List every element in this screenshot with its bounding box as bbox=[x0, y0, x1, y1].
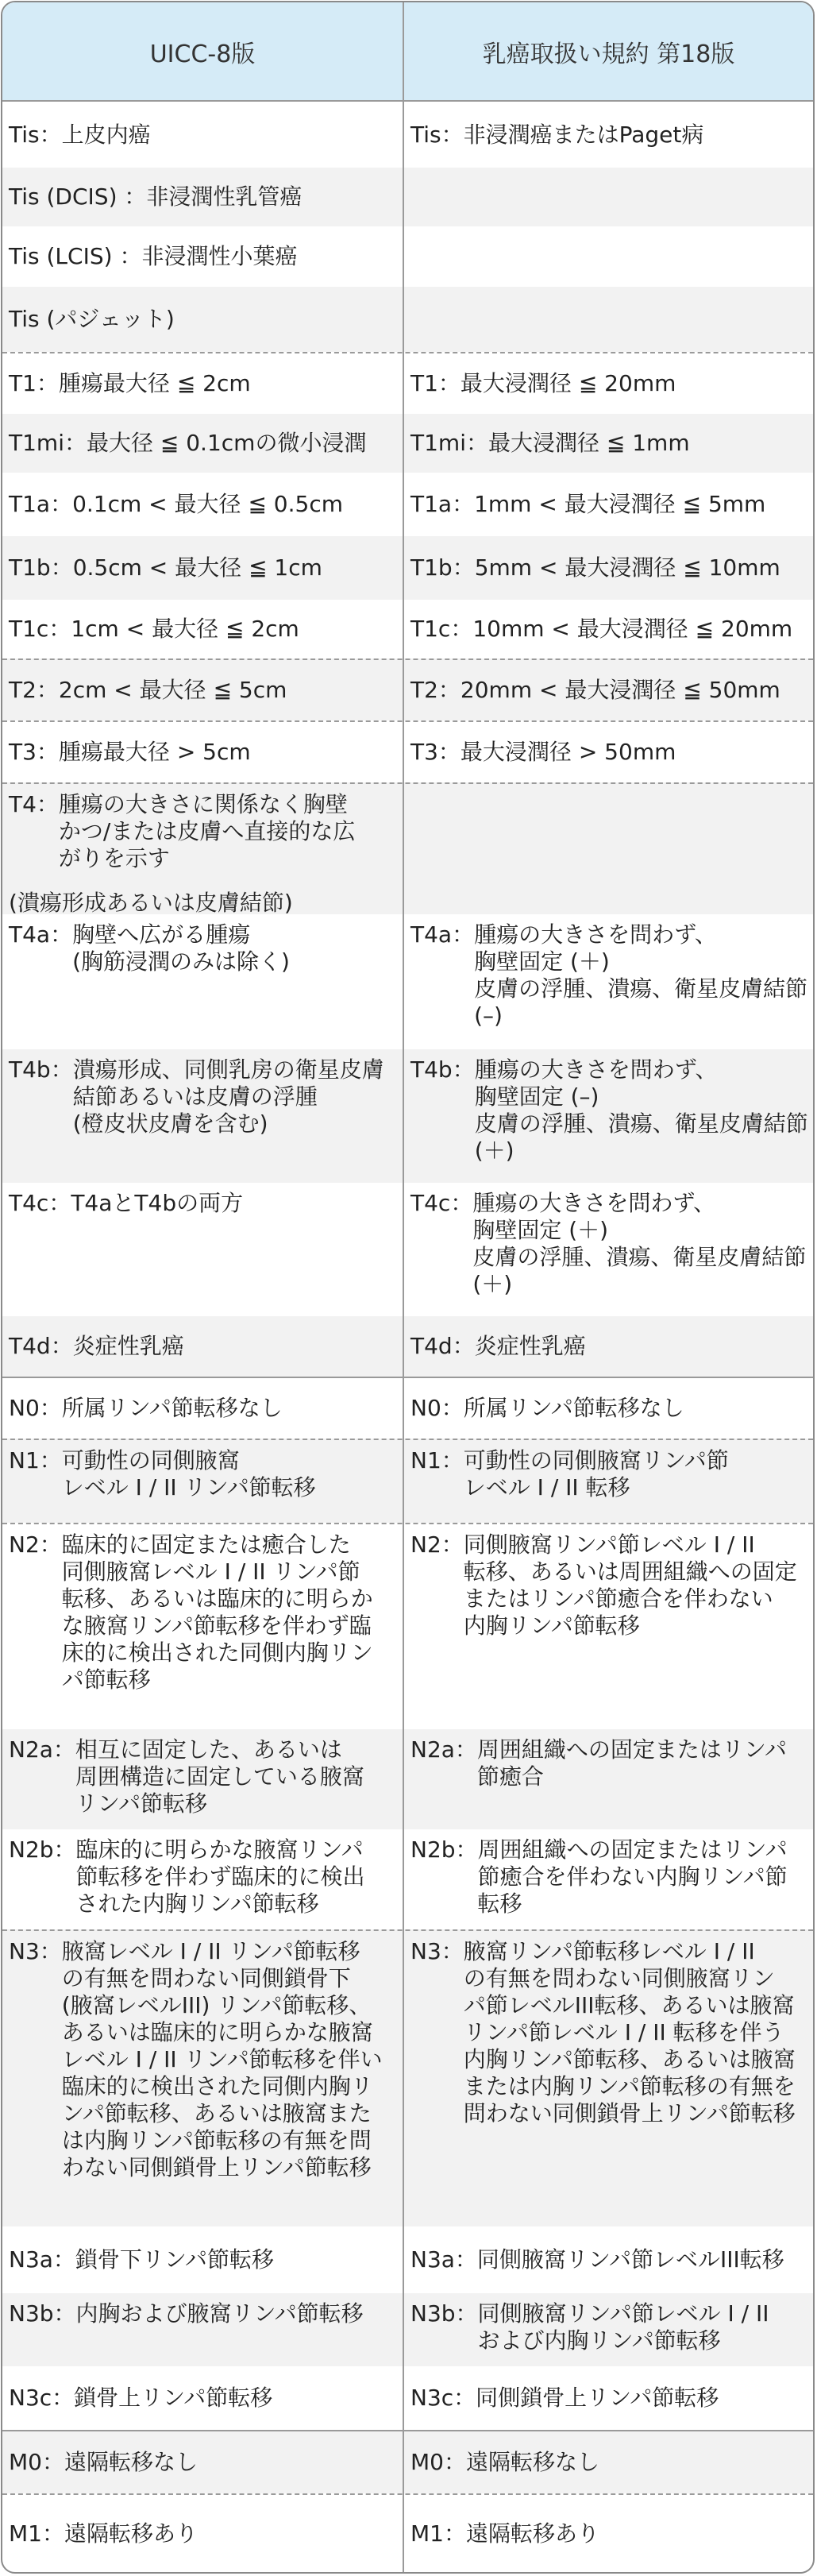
stage-description: 非浸潤性乳管癌 bbox=[146, 183, 303, 210]
stage-description: 腫瘍の大きさを問わず、 胸壁固定 (＋) 皮膚の浮腫、潰瘍、衛星皮膚結節 (–) bbox=[474, 921, 808, 1029]
stage-code: N3： bbox=[410, 1938, 464, 1964]
cell-content bbox=[2, 2495, 403, 2572]
cell-left-tis-dcis bbox=[2, 168, 403, 226]
table-row-tis-dcis bbox=[2, 168, 813, 226]
stage-code: N3a： bbox=[9, 2246, 75, 2273]
cell-content bbox=[404, 784, 813, 791]
table-row-t1c bbox=[2, 600, 813, 658]
stage-code: N3： bbox=[9, 1938, 62, 1964]
column-divider bbox=[403, 2, 404, 2572]
cell-left-t1 bbox=[2, 353, 403, 414]
stage-description: 0.1cm < 最大径 ≦ 0.5cm bbox=[72, 491, 344, 517]
stage-code: T4c： bbox=[410, 1190, 473, 1216]
cell-right-n2a bbox=[404, 1729, 813, 1829]
cell-left-t4-note bbox=[2, 882, 403, 914]
stage-code: N0： bbox=[410, 1395, 464, 1421]
cell-content bbox=[2, 882, 403, 914]
stage-description: 腫瘍の大きさを問わず、 胸壁固定 (–) 皮膚の浮腫、潰瘍、衛星皮膚結節 (＋) bbox=[474, 1056, 808, 1164]
stage-description: 5mm < 最大浸潤径 ≦ 10mm bbox=[474, 554, 780, 581]
stage-description: 胸壁へ広がる腫瘍 (胸筋浸潤のみは除く) bbox=[72, 921, 290, 975]
table-row-n3a bbox=[2, 2226, 813, 2293]
stage-description: 同側腋窩リンパ節レベルIII転移 bbox=[476, 2246, 784, 2273]
stage-code: Tis (LCIS) ： bbox=[9, 243, 142, 269]
table-row-t4b bbox=[2, 1049, 813, 1183]
stage-code: T1c： bbox=[9, 616, 71, 642]
header-jbcs: 乳癌取扱い規約 第18版 bbox=[482, 40, 735, 68]
stage-code: N3c： bbox=[9, 2385, 75, 2411]
stage-code: T4： bbox=[9, 791, 59, 817]
cell-content bbox=[2, 168, 403, 226]
cell-right-n2b bbox=[404, 1829, 813, 1929]
cell-content bbox=[404, 1049, 813, 1164]
stage-description: 可動性の同側腋窩 レベル I / II リンパ節転移 bbox=[61, 1447, 316, 1500]
cell-left-tis bbox=[2, 102, 403, 168]
cell-right-tis bbox=[404, 102, 813, 168]
stage-code: T1mi： bbox=[9, 430, 87, 456]
cell-right-n0 bbox=[404, 1378, 813, 1439]
cell-content bbox=[404, 600, 813, 658]
stage-description: 非浸潤性小葉癌 bbox=[141, 243, 298, 269]
cell-content bbox=[404, 287, 813, 352]
stage-code: N2b： bbox=[410, 1836, 478, 1863]
cell-content bbox=[404, 1440, 813, 1501]
stage-description: 内胸および腋窩リンパ節転移 bbox=[75, 2300, 364, 2327]
cell-left-t4b bbox=[2, 1049, 403, 1183]
header-uicc: UICC-8版 bbox=[149, 40, 256, 68]
cell-left-tis-paget bbox=[2, 287, 403, 352]
cell-content bbox=[2, 784, 403, 872]
cell-content bbox=[404, 660, 813, 720]
table-row-t1b bbox=[2, 536, 813, 600]
cell-left-n3c bbox=[2, 2366, 403, 2430]
stage-code: T4d： bbox=[410, 1333, 475, 1359]
stage-description: 遠隔転移あり bbox=[64, 2520, 198, 2547]
stage-description: 臨床的に明らかな腋窩リンパ 節転移を伴わず臨床的に検出 された内胸リンパ節転移 bbox=[75, 1836, 365, 1917]
cell-right-m1 bbox=[404, 2495, 813, 2572]
cell-left-t4c bbox=[2, 1183, 403, 1316]
cell-content bbox=[2, 1829, 403, 1918]
cell-content bbox=[2, 226, 403, 287]
cell-content bbox=[2, 353, 403, 414]
cell-content bbox=[404, 2293, 813, 2354]
stage-description: 1mm < 最大浸潤径 ≦ 5mm bbox=[474, 491, 766, 517]
cell-content bbox=[2, 287, 403, 352]
cell-right-tis-paget bbox=[404, 287, 813, 352]
stage-code: T3： bbox=[9, 739, 59, 765]
cell-left-t1a bbox=[2, 473, 403, 536]
cell-right-t4c bbox=[404, 1183, 813, 1316]
stage-description: T4aとT4bの両方 bbox=[71, 1190, 244, 1216]
stage-code: Tis (DCIS) ： bbox=[9, 183, 147, 210]
stage-description: 炎症性乳癌 bbox=[474, 1333, 586, 1359]
stage-code: (潰瘍形成あるいは皮膚結節) bbox=[9, 890, 293, 914]
cell-content bbox=[2, 536, 403, 600]
table-row-tis-lcis bbox=[2, 226, 813, 287]
stage-description: 遠隔転移なし bbox=[465, 2449, 599, 2475]
stage-code: T4b： bbox=[9, 1056, 73, 1083]
cell-content bbox=[404, 1524, 813, 1639]
cell-content bbox=[404, 353, 813, 414]
cell-content bbox=[404, 1729, 813, 1790]
stage-description: 腫瘍最大径 ≦ 2cm bbox=[58, 370, 251, 396]
cell-right-n3c bbox=[404, 2366, 813, 2430]
stage-code: N2a： bbox=[410, 1736, 477, 1763]
cell-right-t4-note bbox=[404, 882, 813, 914]
stage-description: 2cm < 最大径 ≦ 5cm bbox=[58, 677, 287, 703]
stage-code: N3b： bbox=[9, 2300, 76, 2327]
cell-content bbox=[404, 722, 813, 782]
stage-description: 相互に固定した、あるいは 周囲構造に固定している腋窩 リンパ節転移 bbox=[75, 1736, 364, 1817]
stage-description: 同側腋窩リンパ節レベル I / II 転移、あるいは周囲組織への固定 またはリンパ節癒合を伴わない 内胸リンパ節転移 bbox=[463, 1531, 797, 1639]
cell-left-n3b bbox=[2, 2293, 403, 2366]
cell-content bbox=[404, 473, 813, 536]
cell-content bbox=[2, 600, 403, 658]
cell-right-t1mi bbox=[404, 414, 813, 473]
stage-description: 鎖骨上リンパ節転移 bbox=[74, 2385, 273, 2411]
table-row-t1a bbox=[2, 473, 813, 536]
cell-content bbox=[2, 1729, 403, 1817]
table-row-tis bbox=[2, 102, 813, 168]
stage-code: N1： bbox=[410, 1447, 464, 1473]
cell-content bbox=[404, 914, 813, 1029]
stage-code: T1b： bbox=[9, 554, 73, 581]
stage-description: 潰瘍形成、同側乳房の衛星皮膚 結節あるいは皮膚の浮腫 (橙皮状皮膚を含む) bbox=[72, 1056, 384, 1137]
cell-content bbox=[404, 102, 813, 168]
stage-description: 腫瘍最大径 > 5cm bbox=[58, 739, 251, 765]
cell-right-t4a bbox=[404, 914, 813, 1049]
cell-left-t1c bbox=[2, 600, 403, 658]
cell-right-tis-dcis bbox=[404, 168, 813, 226]
table-row-t4a bbox=[2, 914, 813, 1049]
table-row-n2 bbox=[2, 1523, 813, 1729]
stage-code: N3c： bbox=[410, 2385, 476, 2411]
cell-left-tis-lcis bbox=[2, 226, 403, 287]
stage-description: 所属リンパ節転移なし bbox=[463, 1395, 684, 1421]
cell-content bbox=[404, 168, 813, 226]
cell-content bbox=[404, 1378, 813, 1439]
cell-right-t1c bbox=[404, 600, 813, 658]
stage-description: 鎖骨下リンパ節転移 bbox=[75, 2246, 274, 2273]
cell-left-n2b bbox=[2, 1829, 403, 1929]
cell-right-n2 bbox=[404, 1524, 813, 1729]
cell-content bbox=[2, 1183, 403, 1217]
cell-content bbox=[2, 1524, 403, 1694]
stage-code: N2a： bbox=[9, 1736, 75, 1763]
cell-left-n0 bbox=[2, 1378, 403, 1439]
cell-right-tis-lcis bbox=[404, 226, 813, 287]
stage-description: 10mm < 最大浸潤径 ≦ 20mm bbox=[472, 616, 793, 642]
cell-left-t3 bbox=[2, 722, 403, 782]
cell-content bbox=[2, 660, 403, 720]
cell-content bbox=[404, 536, 813, 600]
stage-code: T1： bbox=[410, 370, 461, 396]
cell-left-n3 bbox=[2, 1931, 403, 2226]
cell-left-t4a bbox=[2, 914, 403, 1049]
table-row-t4-note bbox=[2, 882, 813, 914]
cell-left-n1 bbox=[2, 1440, 403, 1523]
stage-code: M0： bbox=[9, 2449, 64, 2475]
cell-left-n3a bbox=[2, 2226, 403, 2293]
cell-right-t3 bbox=[404, 722, 813, 782]
stage-code: T4a： bbox=[410, 921, 475, 948]
cell-content bbox=[2, 2293, 403, 2327]
stage-description: 上皮内癌 bbox=[61, 121, 151, 148]
stage-description: 周囲組織への固定またはリンパ 節癒合を伴わない内胸リンパ節 転移 bbox=[477, 1836, 788, 1917]
cell-left-n2 bbox=[2, 1524, 403, 1729]
cell-content bbox=[404, 2495, 813, 2572]
table-row-n3b bbox=[2, 2293, 813, 2366]
stage-code: T4a： bbox=[9, 921, 73, 948]
cell-content bbox=[404, 1316, 813, 1377]
cell-right-n3 bbox=[404, 1931, 813, 2226]
stage-description: 最大浸潤径 > 50mm bbox=[460, 739, 676, 765]
stage-code: T4c： bbox=[9, 1190, 71, 1216]
cell-content bbox=[404, 226, 813, 287]
table-row-n0 bbox=[2, 1377, 813, 1439]
stage-description: 所属リンパ節転移なし bbox=[61, 1395, 283, 1421]
stage-code: N2： bbox=[410, 1531, 464, 1558]
stage-description: 20mm < 最大浸潤径 ≦ 50mm bbox=[460, 677, 780, 703]
stage-code: T2： bbox=[410, 677, 461, 703]
stage-description: 腋窩レベル I / II リンパ節転移 の有無を問わない同側鎖骨下 (腋窩レベルIII) リンパ節転移、 あるいは臨床的に明らかな腋窩 レベル I / II リンパ節転移を伴い 臨床的に検出された同側内胸リ ンパ節転移、あるいは腋窩また は内胸リンパ節転移の有無を問 わない同側鎖骨上リンパ節転移 bbox=[61, 1938, 383, 2180]
cell-right-t4d bbox=[404, 1316, 813, 1377]
cell-left-t2 bbox=[2, 660, 403, 720]
stage-code: T4b： bbox=[410, 1056, 475, 1083]
cell-right-t4 bbox=[404, 784, 813, 882]
cell-right-t4b bbox=[404, 1049, 813, 1183]
cell-content bbox=[2, 1316, 403, 1377]
cell-content bbox=[404, 2431, 813, 2493]
cell-content bbox=[404, 1931, 813, 2127]
cell-content bbox=[404, 1183, 813, 1298]
stage-description: 0.5cm < 最大径 ≦ 1cm bbox=[72, 554, 322, 581]
stage-code: Tis (パジェット) bbox=[9, 306, 175, 332]
table-row-t4 bbox=[2, 782, 813, 882]
cell-content bbox=[404, 2226, 813, 2293]
stage-code: T1： bbox=[9, 370, 59, 396]
stage-description: 腫瘍の大きさを問わず、 胸壁固定 (＋) 皮膚の浮腫、潰瘍、衛星皮膚結節 (＋) bbox=[472, 1190, 807, 1297]
stage-code: Tis： bbox=[410, 121, 464, 148]
table-row-t4d bbox=[2, 1316, 813, 1377]
cell-right-t1 bbox=[404, 353, 813, 414]
stage-code: N2b： bbox=[9, 1836, 76, 1863]
stage-description: 同側鎖骨上リンパ節転移 bbox=[476, 2385, 719, 2411]
stage-description: 非浸潤癌またはPaget病 bbox=[463, 121, 704, 148]
stage-code: T1a： bbox=[410, 491, 475, 517]
cell-content bbox=[404, 1829, 813, 1918]
stage-code: T1a： bbox=[9, 491, 73, 517]
stage-code: M0： bbox=[410, 2449, 466, 2475]
stage-description: 同側腋窩リンパ節レベル I / II および内胸リンパ節転移 bbox=[477, 2300, 769, 2354]
tnm-comparison-table bbox=[1, 1, 815, 2574]
table-row-m0 bbox=[2, 2430, 813, 2493]
cell-content bbox=[2, 914, 403, 975]
table-row-t4c bbox=[2, 1183, 813, 1316]
cell-content bbox=[404, 882, 813, 890]
cell-right-t1a bbox=[404, 473, 813, 536]
table-row-n2a bbox=[2, 1729, 813, 1829]
table-row-tis-paget bbox=[2, 287, 813, 352]
table-row-t1 bbox=[2, 352, 813, 414]
table-header bbox=[2, 2, 813, 102]
stage-code: M1： bbox=[410, 2520, 466, 2547]
cell-content bbox=[2, 1378, 403, 1439]
table-row-t2 bbox=[2, 658, 813, 720]
cell-content bbox=[404, 2366, 813, 2430]
stage-code: T2： bbox=[9, 677, 59, 703]
cell-left-t4d bbox=[2, 1316, 403, 1377]
stage-code: T1b： bbox=[410, 554, 475, 581]
cell-left-n2a bbox=[2, 1729, 403, 1829]
cell-content bbox=[404, 414, 813, 473]
table-row-n3c bbox=[2, 2366, 813, 2430]
cell-left-t4 bbox=[2, 784, 403, 882]
stage-code: N1： bbox=[9, 1447, 62, 1473]
stage-description: 1cm < 最大径 ≦ 2cm bbox=[71, 616, 299, 642]
cell-content bbox=[2, 1440, 403, 1501]
stage-code: N0： bbox=[9, 1395, 62, 1421]
stage-code: T1mi： bbox=[410, 430, 488, 456]
stage-description: 最大浸潤径 ≦ 1mm bbox=[488, 430, 690, 456]
cell-content bbox=[2, 2366, 403, 2430]
stage-description: 可動性の同側腋窩リンパ節 レベル I / II 転移 bbox=[463, 1447, 729, 1500]
cell-right-n3a bbox=[404, 2226, 813, 2293]
cell-content bbox=[2, 102, 403, 168]
stage-description: 炎症性乳癌 bbox=[72, 1333, 184, 1359]
cell-content bbox=[2, 414, 403, 473]
cell-content bbox=[2, 473, 403, 536]
stage-description: 周囲組織への固定またはリンパ 節癒合 bbox=[476, 1736, 787, 1790]
cell-left-m1 bbox=[2, 2495, 403, 2572]
table-row-t3 bbox=[2, 720, 813, 782]
cell-right-n1 bbox=[404, 1440, 813, 1523]
cell-right-t2 bbox=[404, 660, 813, 720]
stage-code: N3b： bbox=[410, 2300, 478, 2327]
stage-code: T3： bbox=[410, 739, 461, 765]
cell-content bbox=[2, 1931, 403, 2181]
cell-content bbox=[2, 2431, 403, 2493]
stage-description: 腋窩リンパ節転移レベル I / II の有無を問わない同側腋窩リン パ節レベルIII転移、あるいは腋窩 リンパ節レベル I / II 転移を伴う 内胸リンパ節転移、あるいは腋窩 または内胸リンパ節転移の有無を 問わない同側鎖骨上リンパ節転移 bbox=[463, 1938, 796, 2126]
cell-content bbox=[2, 2226, 403, 2293]
table-row-n1 bbox=[2, 1439, 813, 1523]
cell-content bbox=[2, 1049, 403, 1137]
stage-code: T1c： bbox=[410, 616, 473, 642]
stage-description: 最大浸潤径 ≦ 20mm bbox=[460, 370, 676, 396]
cell-right-t1b bbox=[404, 536, 813, 600]
stage-code: Tis： bbox=[9, 121, 62, 148]
cell-right-n3b bbox=[404, 2293, 813, 2366]
stage-description: 遠隔転移なし bbox=[64, 2449, 198, 2475]
stage-description: 最大径 ≦ 0.1cmの微小浸潤 bbox=[86, 430, 367, 456]
cell-content bbox=[2, 722, 403, 782]
stage-code: T4d： bbox=[9, 1333, 73, 1359]
stage-description: 腫瘍の大きさに関係なく胸壁 かつ/または皮膚へ直接的な広 がりを示す bbox=[58, 791, 356, 871]
stage-description: 遠隔転移あり bbox=[465, 2520, 599, 2547]
table-row-n3 bbox=[2, 1929, 813, 2226]
cell-left-m0 bbox=[2, 2431, 403, 2493]
table-row-m1 bbox=[2, 2493, 813, 2572]
stage-code: N2： bbox=[9, 1531, 62, 1558]
table-row-n2b bbox=[2, 1829, 813, 1929]
stage-code: M1： bbox=[9, 2520, 64, 2547]
cell-right-m0 bbox=[404, 2431, 813, 2493]
stage-description: 臨床的に固定または癒合した 同側腋窩レベル I / II リンパ節 転移、あるいは臨床的に明らか な腋窩リンパ節転移を伴わず臨 床的に検出された同側内胸リン パ節転移 bbox=[61, 1531, 373, 1693]
stage-code: N3a： bbox=[410, 2246, 477, 2273]
table-row-t1mi bbox=[2, 414, 813, 473]
cell-left-t1mi bbox=[2, 414, 403, 473]
cell-left-t1b bbox=[2, 536, 403, 600]
